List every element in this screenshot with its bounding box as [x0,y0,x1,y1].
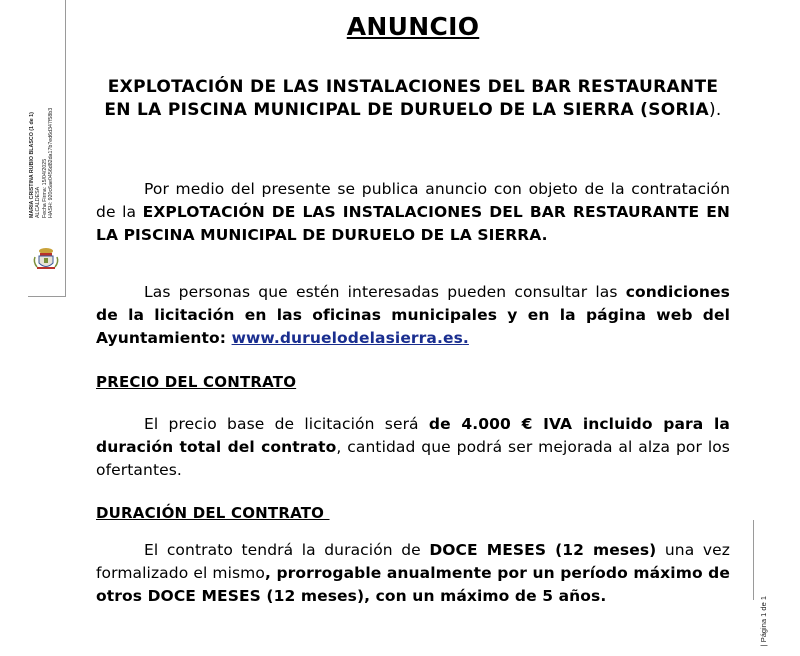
duration-bold-1: DOCE MESES (12 meses) [429,541,657,559]
duration-bold-2: , prorrogable anualmente por un período máximo de otros DOCE MESES (12 meses), con un máximo de 5 años. [96,564,730,605]
price-bold: de 4.000 € IVA incluido para la duración total del contrato [96,415,730,456]
right-margin-rule [753,520,754,600]
price-heading: PRECIO DEL CONTRATO [96,373,297,391]
signer-role: ALCALDESA [35,186,42,218]
intro-bold: EXPLOTACIÓN DE LAS INSTALACIONES DEL BAR RESTAURANTE EN LA PISCINA MUNICIPAL DE DURUELO DE LA SIERRA. [96,203,730,244]
page-footer: | Página 1 de 1 [759,596,768,647]
duration-paragraph [96,539,730,608]
website-link[interactable]: www.duruelodelasierra.es [231,329,463,347]
signature-hash: HASH: 920c6ae0456d82da17b7ed6d347f58b3 [48,107,55,218]
signer-name: MARIA CRISTINA RUBIO BLASCO (1 de 1) [29,112,35,218]
consult-lead: Las personas que estén interesadas pueden consultar las [144,283,626,301]
consult-bold: condiciones de la licitación en las oficinas municipales y en la página web del Ayuntamiento: [96,283,730,347]
coat-of-arms-icon [32,247,60,271]
heading-tail: ). [708,100,722,120]
intro-paragraph [96,178,730,247]
signature-date: Fecha Firma: 15/04/2025 [41,158,48,218]
duration-heading: DURACIÓN DEL CONTRATO [96,504,330,522]
intro-lead: Por medio del presente se publica anuncio con objeto de la contratación de la [96,180,730,221]
duration-lead: El contrato tendrá la duración de [144,541,430,559]
duration-mid: una vez formalizado el mismo [96,541,730,582]
document-title: ANUNCIO [346,12,480,41]
price-lead: El precio base de licitación será [144,415,429,433]
website-link-tail: . [462,329,469,347]
signature-strip [28,0,66,297]
price-tail: , cantidad que podrá ser mejorada al alza por los ofertantes. [96,438,730,479]
document-heading [96,76,730,122]
price-paragraph [96,413,730,482]
consult-paragraph [96,281,730,350]
heading-text: EXPLOTACIÓN DE LAS INSTALACIONES DEL BAR RESTAURANTE EN LA PISCINA MUNICIPAL DE DURUELO DE LA SIERRA (SORIA [104,77,719,120]
